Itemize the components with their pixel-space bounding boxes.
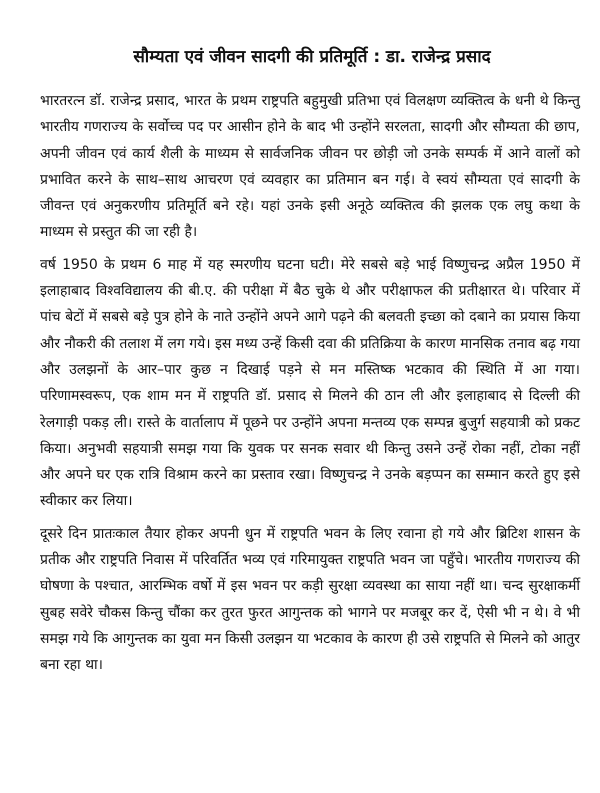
paragraph-story-1950: वर्ष 1950 के प्रथम 6 माह में यह स्मरणीय घटना घटी। मेरे सबसे बड़े भाई विष्णुचन्द्र अप्रैल 1950 में इलाहाबाद विश्वविद्यालय की बी.ए. की परीक्षा में बैठ चुके थे और परीक्षाफल की प्रतीक्षारत थे। परिवार में पांच बेटों में सबसे बड़े पुत्र होने के नाते उन्होंने अपने आगे पढ़ने की बलवती इच्छा को दबाने का प्रयास किया और नौकरी की तलाश में लग गये। इस मध्य उन्हें किसी दवा की प्रतिक्रिया के कारण मानसिक तनाव बढ़ गया और उलझनों के आर–पार कुछ न दिखाई पड़ने से मन मस्तिष्क भटकाव की स्थिति में आ गया। परिणामस्वरूप, एक शाम मन में राष्ट्रपति डॉ. प्रसाद से मिलने की ठान ली और इलाहाबाद से दिल्ली की रेलगाड़ी पकड़ ली। रास्ते के वार्तालाप में पूछने पर उन्होंने अपना मन्तव्य एक सम्पन्न बुजुर्ग सहयात्री को प्रकट किया। अनुभवी सहयात्री समझ गया कि युवक पर सनक सवार थी किन्तु उसने उन्हें रोका नहीं, टोका नहीं और अपने घर एक रात्रि विश्राम करने का प्रस्ताव रखा। विष्णुचन्द्र ने उनके बड़प्पन का सम्मान करते हुए इसे स्वीकार कर लिया। (40, 256, 580, 510)
paragraph-intro: भारतरत्न डॉ. राजेन्द्र प्रसाद, भारत के प्रथम राष्ट्रपति बहुमुखी प्रतिभा एवं विलक्षण व्यक्तित्व के धनी थे किन्तु भारतीय गणराज्य के सर्वोच्च पद पर आसीन होने के बाद भी उन्होंने सरलता, सादगी और सौम्यता की छाप, अपनी जीवन एवं कार्य शैली के माध्यम से सार्वजनिक जीवन पर छोड़ी जो उनके सम्पर्क में आने वालों को प्रभावित करने के साथ–साथ आचरण एवं व्यवहार का प्रतिमान बन गई। वे स्वयं सौम्यता एवं सादगी के जीवन्त एवं अनुकरणीय प्रतिमूर्ति बने रहे। यहां उनके इसी अनूठे व्यक्तित्व की झलक एक लघु कथा के माध्यम से प्रस्तुत की जा रही है। (40, 93, 580, 241)
page-title: सौम्यता एवं जीवन सादगी की प्रतिमूर्ति : डा. राजेन्द्र प्रसाद (133, 47, 491, 67)
paragraph-rashtrapati-bhavan: दूसरे दिन प्रातःकाल तैयार होकर अपनी धुन में राष्ट्रपति भवन के लिए रवाना हो गये और ब्रिटिश शासन के प्रतीक और राष्ट्रपति निवास में परिवर्तित भव्य एवं गरिमायुक्त राष्ट्रपति भवन जा पहुँचे। भारतीय गणराज्य की घोषणा के पश्चात, आरम्भिक वर्षो में इस भवन पर कड़ी सुरक्षा व्यवस्था का साया नहीं था। चन्द सुरक्षाकर्मी सुबह सवेरे चौकस किन्तु चौंका कर तुरत फुरत आगुन्तक को भागने पर मजबूर कर दें, ऐसी भी न थे। वे भी समझ गये कि आगुन्तक का युवा मन किसी उलझन या भटकाव के कारण ही उसे राष्ट्रपति से मिलने को आतुर बना रहा था। (40, 525, 580, 674)
